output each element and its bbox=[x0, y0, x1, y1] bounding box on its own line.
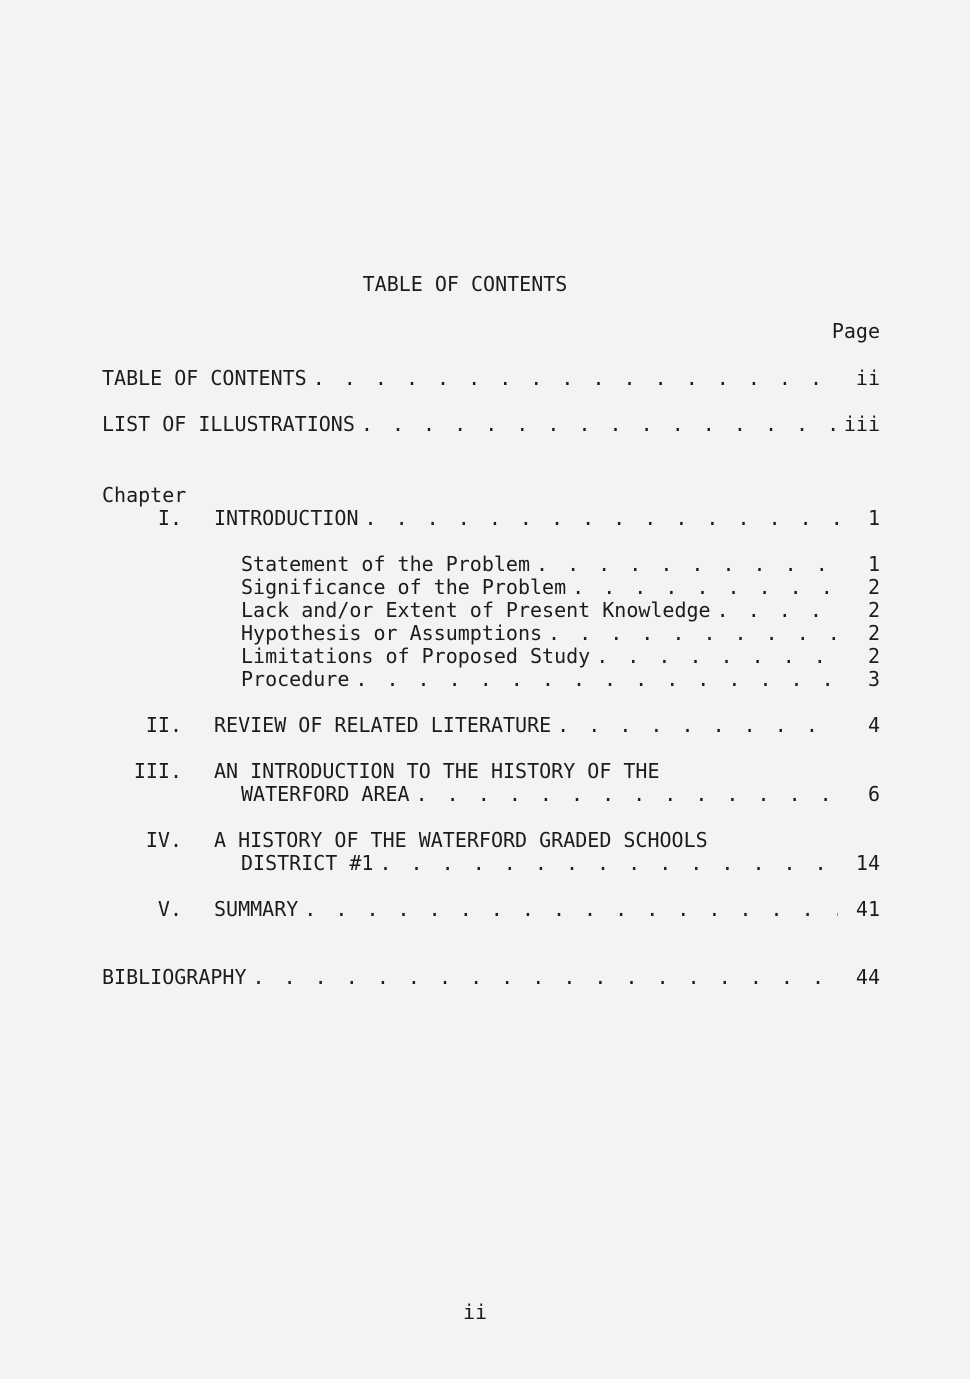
toc-entry-page: 6 bbox=[867, 782, 880, 806]
toc-section-entry[interactable] bbox=[241, 599, 880, 622]
toc-section-page: 2 bbox=[867, 575, 880, 599]
toc-entry-title-line-2: DISTRICT #1 bbox=[241, 851, 374, 875]
dot-leader bbox=[410, 783, 838, 806]
toc-entry-title: LIST OF ILLUSTRATIONS bbox=[102, 412, 355, 436]
dot-leader bbox=[355, 413, 838, 436]
dot-leader bbox=[247, 966, 839, 989]
dot-leader bbox=[711, 599, 838, 622]
dot-leader bbox=[373, 852, 838, 875]
dot-leader bbox=[566, 576, 838, 599]
toc-entry-page: iii bbox=[843, 412, 880, 436]
toc-entry-page: 1 bbox=[867, 506, 880, 530]
toc-section-entry[interactable] bbox=[241, 576, 880, 599]
toc-entry-title-line-2: WATERFORD AREA bbox=[241, 782, 410, 806]
toc-entry-table-of-contents[interactable] bbox=[102, 367, 880, 390]
toc-section-entry[interactable] bbox=[241, 622, 880, 645]
toc-entry-title-line-1: AN INTRODUCTION TO THE HISTORY OF THE bbox=[214, 759, 660, 783]
toc-entry-page: 4 bbox=[867, 713, 880, 737]
toc-entry-chapter-4[interactable] bbox=[241, 852, 880, 875]
page-title: TABLE OF CONTENTS bbox=[362, 272, 568, 296]
chapter-numeral: I. bbox=[157, 506, 182, 530]
toc-section-title: Procedure bbox=[241, 667, 350, 691]
toc-entry-title: REVIEW OF RELATED LITERATURE bbox=[214, 713, 552, 737]
dot-leader bbox=[590, 645, 838, 668]
dot-leader bbox=[530, 553, 838, 576]
toc-entry-page: 44 bbox=[855, 965, 880, 989]
toc-entry-chapter-5[interactable] bbox=[214, 898, 880, 921]
toc-section-title: Lack and/or Extent of Present Knowledge bbox=[241, 598, 711, 622]
page-number: ii bbox=[462, 1300, 488, 1324]
toc-entry-page: ii bbox=[855, 366, 880, 390]
toc-section-entry[interactable] bbox=[241, 645, 880, 668]
dot-leader bbox=[542, 622, 838, 645]
page-column-label: Page bbox=[831, 319, 880, 343]
toc-entry-title: BIBLIOGRAPHY bbox=[102, 965, 247, 989]
toc-entry-title-line-1: A HISTORY OF THE WATERFORD GRADED SCHOOLS bbox=[214, 828, 708, 852]
toc-entry-title: TABLE OF CONTENTS bbox=[102, 366, 307, 390]
chapter-numeral: V. bbox=[157, 897, 182, 921]
toc-section-page: 3 bbox=[867, 667, 880, 691]
toc-entry-list-of-illustrations[interactable] bbox=[102, 413, 880, 436]
toc-section-title: Hypothesis or Assumptions bbox=[241, 621, 543, 645]
dot-leader bbox=[359, 507, 839, 530]
chapter-numeral: IV. bbox=[145, 828, 182, 852]
toc-entry-bibliography[interactable] bbox=[102, 966, 880, 989]
toc-entry-chapter-3[interactable] bbox=[241, 783, 880, 806]
dot-leader bbox=[298, 898, 838, 921]
toc-entry-title: SUMMARY bbox=[214, 897, 299, 921]
toc-section-title: Limitations of Proposed Study bbox=[241, 644, 591, 668]
toc-entry-chapter-2[interactable] bbox=[214, 714, 880, 737]
dot-leader bbox=[551, 714, 838, 737]
toc-section-page: 2 bbox=[867, 598, 880, 622]
toc-entry-chapter-1[interactable] bbox=[214, 507, 880, 530]
dot-leader bbox=[307, 367, 838, 390]
toc-section-entry[interactable] bbox=[241, 553, 880, 576]
toc-entry-title: INTRODUCTION bbox=[214, 506, 359, 530]
dot-leader bbox=[349, 668, 838, 691]
toc-entry-page: 14 bbox=[855, 851, 880, 875]
toc-section-title: Significance of the Problem bbox=[241, 575, 567, 599]
toc-section-page: 2 bbox=[867, 644, 880, 668]
toc-section-page: 2 bbox=[867, 621, 880, 645]
chapter-numeral: III. bbox=[133, 759, 182, 783]
toc-section-page: 1 bbox=[867, 552, 880, 576]
toc-section-entry[interactable] bbox=[241, 668, 880, 691]
chapter-numeral: II. bbox=[145, 713, 182, 737]
toc-entry-page: 41 bbox=[855, 897, 880, 921]
chapter-column-label: Chapter bbox=[102, 483, 187, 507]
toc-section-title: Statement of the Problem bbox=[241, 552, 530, 576]
